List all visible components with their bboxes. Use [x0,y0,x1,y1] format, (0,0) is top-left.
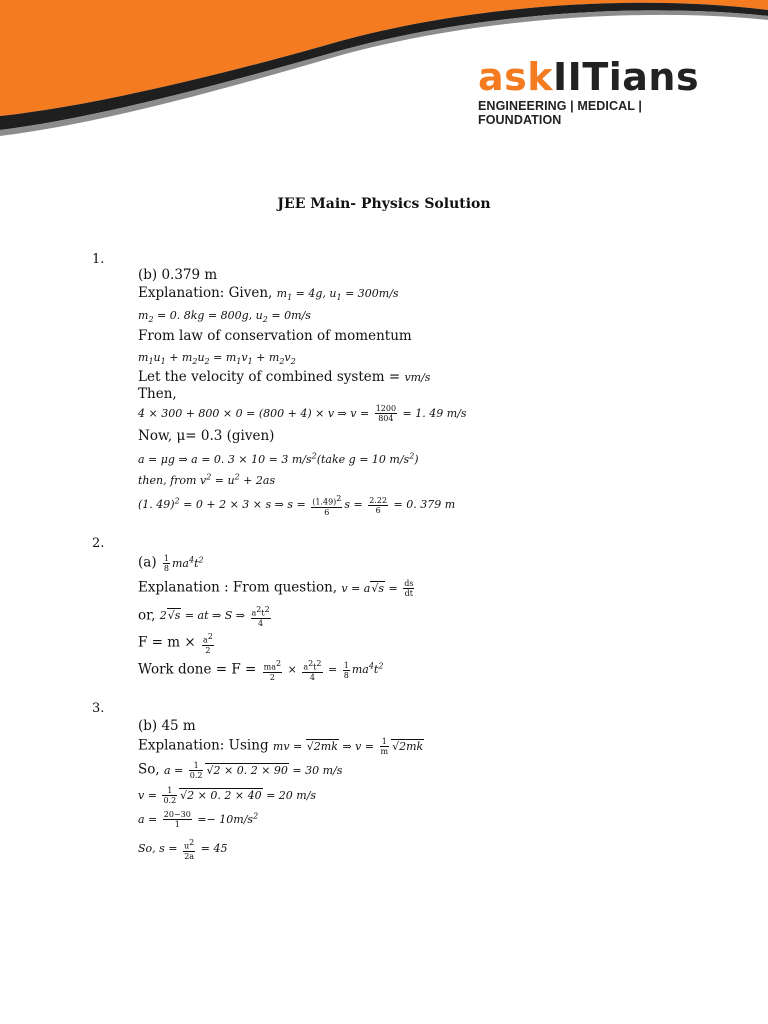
q1-now: Now, μ= 0.3 (given) [138,428,275,444]
q3-eq-so: So, a = $\frac{1}{0.2}$ √2 × 0. 2 × 90 = 30 m/s [138,761,343,780]
brand-ask: ask [478,55,554,99]
q1-eq-momentum: $m_1u_1 + m_2u_2 = m_1v_1 + m_2v_2$ [138,351,296,367]
q2-eq-work: Work done = F = $\frac{ma^2}{2}$ × $\frac{a^2t^2}{4}$ = $\frac{1}{8}$ $ma^4t^2$ [138,659,384,682]
q1-law: From law of conservation of momentum [138,328,412,344]
q3-eq-v: v = $\frac{1}{0.2}$ √2 × 0. 2 × 40 = 20 m/s [138,786,317,805]
q3-eq-s: So, s = $\frac{u^2}{2a}$ = 45 [138,838,228,861]
q3-answer: (b) 45 m [138,718,196,734]
q2-eq-or: or, 2√s = at ⇒ S ⇒ $\frac{a^2t^2}{4}$ [138,605,270,628]
q1-eq-velocity: 4 × 300 + 800 × 0 = (800 + 4) × v ⇒ v = $\frac{1200}{804}$ = 1. 49 m/s [138,404,467,423]
q3-eq-a: a = $\frac{20-30}{1}$ =− $10m/s^2$ [138,810,259,829]
q1-eq-accel: a = μg ⇒ a = 0. 3 × 10 = 3 $m/s^2(take$ g = 10 $m/s^2$) [138,451,419,466]
brand-tagline: ENGINEERING | MEDICAL | FOUNDATION [478,99,642,127]
q1-eq-m2: $m_2 = 0$. 8kg = 800g, $u_2 = 0m/s$ [138,309,311,325]
q2-work-text: Work done = F = [138,661,257,678]
q2-f-text: F = m × [138,634,196,651]
q1-let-text: Let the velocity of combined system = [138,369,401,385]
question-2-number: 2. [92,536,105,551]
q2-expl-label: Explanation : From question, [138,579,338,596]
brand-name [478,55,728,99]
q1-eq-distance: (1. 49)$^2$ = 0 + 2 × 3 × s ⇒ s = $\frac{(1.49)^2}{6}$ s = $\frac{2.22}{6}$ = 0. 379 m [138,494,456,517]
question-3-number: 3. [92,701,105,716]
q2-answer: (a) $\frac{1}{8}$ $ma^4t^2$ [138,554,204,573]
q3-so-text: So, [138,761,160,778]
brand-logo [478,55,728,127]
q1-then: Then, [138,386,177,402]
q2-answer-prefix: (a) [138,554,157,571]
q1-let: Let the velocity of combined system = vm/s [138,369,431,385]
page-title: JEE Main- Physics Solution [277,196,491,212]
q3-expl-label: Explanation: Using [138,737,269,754]
q2-explanation: Explanation : From question, v = a√s = $\frac{ds}{dt}$ [138,579,414,598]
q1-expl-label: Explanation: Given, [138,285,273,301]
q1-eq-then: then, from $v^2 = u^2 + 2as$ [138,472,276,487]
brand-iitians: IITians [553,55,700,99]
q1-explanation: Explanation: Given, $m_1 = 4g$, $u_1 = 300m/s$ [138,285,399,303]
question-1-number: 1. [92,252,105,267]
q2-eq-force: F = m × $\frac{a^2}{2}$ [138,632,213,655]
q3-explanation: Explanation: Using mv = √2mk ⇒ v = $\frac{1}{m}$ √2mk [138,737,424,756]
q2-or-text: or, [138,607,156,624]
q1-answer: (b) 0.379 m [138,267,218,283]
